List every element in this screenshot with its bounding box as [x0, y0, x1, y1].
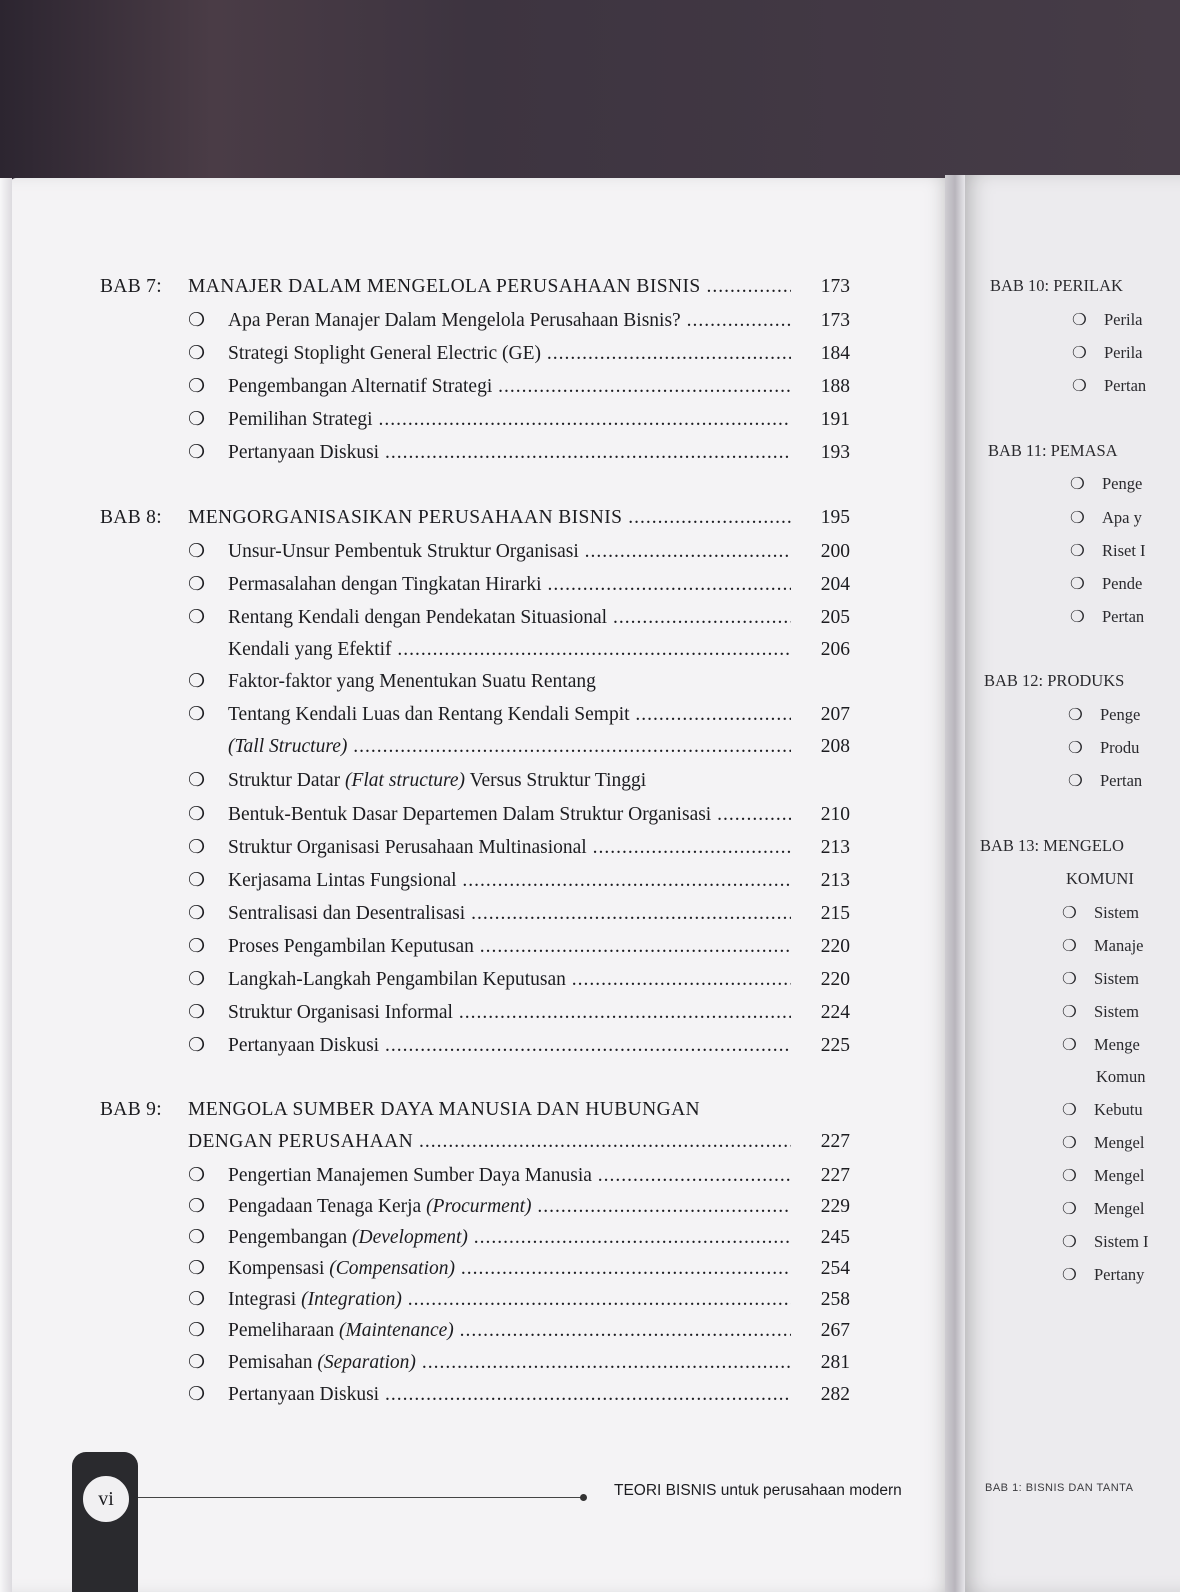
right-entry-text: Sistem I [1094, 1232, 1149, 1251]
chapter-page: 227 [820, 1131, 850, 1152]
toc-entry [188, 309, 850, 332]
entry-label [228, 969, 791, 991]
right-toc-entry [1062, 1166, 1144, 1186]
entry-label [228, 442, 791, 464]
bullet-circle-icon: ❍ [1062, 903, 1077, 922]
entry-text: Tentang Kendali Luas dan Rentang Kendali Sempit [228, 704, 630, 725]
bullet-circle-icon: ❍ [1062, 1035, 1077, 1054]
bullet-circle-icon: ❍ [188, 936, 206, 957]
right-entry-text: Sistem [1094, 903, 1139, 922]
entry-page: 258 [820, 1289, 850, 1310]
bullet-circle-icon: ❍ [1070, 541, 1085, 560]
entry-text: Sentralisasi dan Desentralisasi [228, 903, 466, 924]
toc-entry [188, 408, 850, 431]
chapter-heading [100, 1099, 850, 1121]
right-entry-text: Produ [1100, 738, 1140, 757]
toc-entry [188, 1195, 850, 1218]
chapter-page: 173 [820, 276, 850, 297]
toc-entry [188, 670, 850, 693]
bullet-circle-icon: ❍ [188, 1227, 206, 1248]
toc-entry [188, 606, 850, 629]
toc-entry [188, 573, 850, 596]
bullet-circle-icon: ❍ [188, 1289, 206, 1310]
right-entry-text: BAB 12: PRODUKS [984, 671, 1125, 690]
toc-entry [188, 1226, 850, 1249]
toc-entry [188, 902, 850, 925]
bullet-circle-icon: ❍ [1068, 738, 1083, 757]
chapter-heading [100, 507, 850, 529]
entry-page: 267 [820, 1320, 850, 1341]
entry-text-line2: Kendali yang Efektif [228, 639, 392, 660]
bullet-circle-icon: ❍ [188, 310, 206, 331]
right-entry-text: Mengel [1094, 1166, 1145, 1185]
entry-label [228, 903, 791, 925]
bullet-circle-icon: ❍ [1062, 1232, 1077, 1251]
entry-page: 213 [820, 870, 850, 891]
toc-entry [188, 935, 850, 958]
page-edge [0, 178, 12, 1592]
toc-entry [188, 803, 850, 826]
right-entry-text: Penge [1102, 474, 1143, 493]
bullet-circle-icon: ❍ [188, 541, 206, 562]
entry-label [228, 409, 791, 431]
page-number: vi [81, 1474, 131, 1524]
entry-label [228, 936, 791, 958]
right-entry-text: KOMUNI [1066, 869, 1134, 888]
entry-text: Pengertian Manajemen Sumber Daya Manusia [228, 1165, 592, 1186]
bullet-circle-icon: ❍ [188, 804, 206, 825]
right-toc-entry [1062, 969, 1139, 989]
right-toc-entry [1062, 1199, 1144, 1219]
entry-text: Faktor-faktor yang Menentukan Suatu Rentang [228, 671, 596, 692]
entry-text: Pengembangan [228, 1227, 348, 1248]
toc-entry-continued [228, 639, 850, 661]
entry-page: 281 [820, 1352, 850, 1373]
entry-page: 254 [820, 1258, 850, 1279]
right-toc-entry [1068, 771, 1142, 791]
toc-entry [188, 1351, 850, 1374]
right-entry-text: Mengel [1094, 1133, 1145, 1152]
right-toc-entry [1062, 1265, 1144, 1285]
bullet-circle-icon: ❍ [1062, 1199, 1077, 1218]
book-title-footer: TEORI BISNIS untuk perusahaan modern [614, 1482, 902, 1499]
entry-page: 220 [820, 969, 850, 990]
right-entry-text: Apa y [1102, 508, 1142, 527]
bullet-circle-icon: ❍ [1070, 474, 1085, 493]
bullet-circle-icon: ❍ [188, 409, 206, 430]
entry-text: Langkah-Langkah Pengambilan Keputusan [228, 969, 566, 990]
right-entry-text: Penge [1100, 705, 1141, 724]
entry-text: Unsur-Unsur Pembentuk Struktur Organisasi [228, 541, 579, 562]
entry-text: Permasalahan dengan Tingkatan Hirarki [228, 574, 542, 595]
right-chapter-heading [984, 671, 1124, 691]
bullet-circle-icon: ❍ [1072, 310, 1087, 329]
chapter-heading [100, 276, 850, 298]
toc-entry [188, 1034, 850, 1057]
right-entry-text: Riset I [1102, 541, 1146, 560]
entry-italic-line2: (Tall Structure) [228, 736, 348, 757]
bullet-circle-icon: ❍ [188, 969, 206, 990]
bullet-circle-icon: ❍ [188, 903, 206, 924]
entry-label [228, 1196, 791, 1218]
bullet-circle-icon: ❍ [188, 1035, 206, 1056]
bullet-circle-icon: ❍ [1062, 1166, 1077, 1185]
entry-page: 282 [820, 1384, 850, 1405]
toc-entry [188, 342, 850, 365]
toc-entry [188, 1001, 850, 1024]
bullet-circle-icon: ❍ [1062, 1265, 1077, 1284]
bullet-circle-icon: ❍ [1070, 574, 1085, 593]
right-entry-text: Kebutu [1094, 1100, 1143, 1119]
bullet-circle-icon: ❍ [188, 1165, 206, 1186]
entry-label [228, 310, 791, 332]
bullet-circle-icon: ❍ [1070, 607, 1085, 626]
entry-label [228, 1035, 791, 1057]
toc-entry [188, 1383, 850, 1406]
toc-entry [188, 1164, 850, 1187]
right-entry-text: Pertan [1100, 771, 1143, 790]
right-toc-entry [1070, 607, 1144, 627]
chapter-number: BAB 9: [100, 1099, 162, 1120]
right-entry-text: Manaje [1094, 936, 1144, 955]
entry-label [228, 1227, 791, 1249]
toc-entry [188, 703, 850, 726]
entry-text: Kerjasama Lintas Fungsional [228, 870, 457, 891]
bullet-circle-icon: ❍ [1062, 1100, 1077, 1119]
entry-italic-text: (Maintenance) [339, 1320, 454, 1341]
bullet-circle-icon: ❍ [1062, 969, 1077, 988]
entry-label [228, 607, 791, 629]
bullet-circle-icon: ❍ [188, 1196, 206, 1217]
right-toc-entry [1070, 508, 1142, 528]
entry-text: Integrasi [228, 1289, 297, 1310]
entry-page: 215 [820, 903, 850, 924]
entry-page: 229 [820, 1196, 850, 1217]
entry-label [228, 1352, 791, 1374]
entry-italic-text: (Compensation) [329, 1258, 455, 1279]
book-spine [945, 175, 965, 1592]
right-toc-entry [1062, 936, 1143, 956]
background-surface [0, 0, 1180, 180]
right-chapter-heading [980, 836, 1124, 856]
bullet-circle-icon: ❍ [188, 376, 206, 397]
right-entry-text: BAB 11: PEMASA [988, 441, 1118, 460]
entry-text: Pengembangan Alternatif Strategi [228, 376, 493, 397]
toc-entry [188, 375, 850, 398]
entry-page: 205 [820, 607, 850, 628]
entry-page: 191 [820, 409, 850, 430]
entry-text: Pertanyaan Diskusi [228, 1384, 380, 1405]
bullet-circle-icon: ❍ [188, 1002, 206, 1023]
right-toc-entry [1072, 343, 1143, 363]
right-toc-entry [1068, 705, 1140, 725]
entry-text: Pemisahan [228, 1352, 313, 1373]
chapter-heading-continued [100, 1131, 850, 1153]
entry-text: Struktur Datar [228, 770, 341, 791]
bullet-circle-icon: ❍ [188, 1352, 206, 1373]
right-entry-text: Menge [1094, 1035, 1140, 1054]
right-entry-text: Sistem [1094, 969, 1139, 988]
toc-entry [188, 1288, 850, 1311]
right-toc-entry [1070, 474, 1142, 494]
entry-text: Pemeliharaan [228, 1320, 335, 1341]
right-entry-text: Pertan [1102, 607, 1145, 626]
bullet-circle-icon: ❍ [1072, 376, 1087, 395]
entry-text: Apa Peran Manajer Dalam Mengelola Perusahaan Bisnis? [228, 310, 681, 331]
entry-page: 193 [820, 442, 850, 463]
right-chapter-heading [988, 441, 1118, 461]
entry-label [228, 1320, 791, 1342]
bullet-circle-icon: ❍ [1062, 1133, 1077, 1152]
entry-page: 225 [820, 1035, 850, 1056]
entry-label [228, 1165, 791, 1187]
right-chapter-heading [990, 276, 1123, 296]
bullet-circle-icon: ❍ [188, 671, 206, 692]
entry-label [228, 1002, 791, 1024]
entry-page: 204 [820, 574, 850, 595]
bullet-circle-icon: ❍ [1068, 705, 1083, 724]
bullet-circle-icon: ❍ [1068, 771, 1083, 790]
entry-text-after: Versus Struktur Tinggi [469, 770, 647, 791]
entry-label [228, 1384, 791, 1406]
entry-label-line2 [228, 639, 791, 661]
entry-page: 173 [820, 310, 850, 331]
entry-label [228, 804, 791, 826]
bullet-circle-icon: ❍ [188, 704, 206, 725]
bullet-circle-icon: ❍ [188, 343, 206, 364]
entry-text: Pemilihan Strategi [228, 409, 373, 430]
right-entry-text: Sistem [1094, 1002, 1139, 1021]
entry-label [228, 1258, 791, 1280]
entry-text: Struktur Organisasi Informal [228, 1002, 453, 1023]
entry-label-line2 [228, 736, 791, 758]
entry-label [228, 704, 791, 726]
right-entry-text: Pertan [1104, 376, 1147, 395]
right-toc-entry [1062, 1232, 1149, 1252]
right-entry-text: BAB 13: MENGELO [980, 836, 1124, 855]
entry-page: 207 [820, 704, 850, 725]
bullet-circle-icon: ❍ [188, 442, 206, 463]
entry-text: Pertanyaan Diskusi [228, 1035, 380, 1056]
right-entry-text: Perila [1104, 310, 1143, 329]
chapter-page: 195 [820, 507, 850, 528]
entry-label [228, 870, 791, 892]
footer-dot [580, 1494, 587, 1501]
bullet-circle-icon: ❍ [1072, 343, 1087, 362]
right-entry-text: BAB 10: PERILAK [990, 276, 1123, 295]
entry-text: Pertanyaan Diskusi [228, 442, 380, 463]
bullet-circle-icon: ❍ [1062, 1002, 1077, 1021]
right-entry-text: Pende [1102, 574, 1143, 593]
chapter-number: BAB 8: [100, 507, 162, 528]
right-toc-entry [1062, 1100, 1143, 1120]
entry-italic-text: (Separation) [317, 1352, 416, 1373]
entry-italic-text: (Flat structure) [344, 770, 466, 791]
entry-page: 188 [820, 376, 850, 397]
bullet-circle-icon: ❍ [188, 574, 206, 595]
toc-entry-continued [228, 736, 850, 758]
toc-entry [188, 1319, 850, 1342]
entry-text: Bentuk-Bentuk Dasar Departemen Dalam Struktur Organisasi [228, 804, 712, 825]
entry-label [228, 541, 791, 563]
entry-page: 184 [820, 343, 850, 364]
entry-page: 208 [820, 736, 850, 757]
right-entry-text: Pertany [1094, 1265, 1145, 1284]
entry-page: 213 [820, 837, 850, 858]
bullet-circle-icon: ❍ [188, 770, 206, 791]
bullet-circle-icon: ❍ [188, 1384, 206, 1405]
entry-text: Pengadaan Tenaga Kerja [228, 1196, 422, 1217]
entry-label [228, 574, 791, 596]
right-entry-text: Mengel [1094, 1199, 1145, 1218]
bullet-circle-icon: ❍ [188, 837, 206, 858]
bullet-circle-icon: ❍ [188, 607, 206, 628]
entry-page: 220 [820, 936, 850, 957]
toc-entry [188, 540, 850, 563]
entry-page: 224 [820, 1002, 850, 1023]
entry-label [228, 1289, 791, 1311]
right-toc-entry [1070, 541, 1146, 561]
entry-italic-text: (Development) [352, 1227, 468, 1248]
chapter-title: MENGOLA SUMBER DAYA MANUSIA DAN HUBUNGAN [188, 1099, 701, 1120]
right-page-footer: BAB 1: BISNIS DAN TANTA [985, 1482, 1134, 1494]
bullet-circle-icon: ❍ [1062, 936, 1077, 955]
entry-text: Proses Pengambilan Keputusan [228, 936, 474, 957]
bullet-circle-icon: ❍ [1070, 508, 1085, 527]
bullet-circle-icon: ❍ [188, 1320, 206, 1341]
footer-rule [138, 1497, 584, 1498]
right-toc-entry [1068, 738, 1139, 758]
entry-text: Struktur Organisasi Perusahaan Multinasional [228, 837, 587, 858]
entry-italic-text: (Procurment) [426, 1196, 532, 1217]
entry-page: 245 [820, 1227, 850, 1248]
toc-entry [188, 769, 850, 792]
right-toc-entry [1096, 1067, 1146, 1087]
right-toc-entry [1070, 574, 1142, 594]
entry-text: Strategi Stoplight General Electric (GE) [228, 343, 541, 364]
right-toc-entry [1062, 1002, 1139, 1022]
right-entry-text: Komun [1096, 1067, 1146, 1086]
entry-label [228, 837, 791, 859]
chapter-title: MENGORGANISASIKAN PERUSAHAAN BISNIS ..... [188, 507, 791, 529]
entry-page: 210 [820, 804, 850, 825]
right-toc-entry [1072, 310, 1143, 330]
toc-entry [188, 441, 850, 464]
chapter-title-line2: DENGAN PERUSAHAAN ..... [188, 1131, 791, 1153]
toc-entry [188, 869, 850, 892]
chapter-number: BAB 7: [100, 276, 162, 297]
entry-page: 206 [820, 639, 850, 660]
right-toc-entry [1066, 869, 1134, 889]
right-entry-text: Perila [1104, 343, 1143, 362]
entry-label [228, 770, 850, 792]
entry-page: 227 [820, 1165, 850, 1186]
toc-entry [188, 968, 850, 991]
right-toc-entry [1072, 376, 1146, 396]
right-toc-entry [1062, 1133, 1144, 1153]
entry-label [228, 343, 791, 365]
entry-text: Rentang Kendali dengan Pendekatan Situasional [228, 607, 608, 628]
entry-text: Kompensasi [228, 1258, 325, 1279]
right-toc-entry [1062, 1035, 1140, 1055]
bullet-circle-icon: ❍ [188, 1258, 206, 1279]
entry-italic-text: (Integration) [301, 1289, 402, 1310]
toc-entry [188, 836, 850, 859]
chapter-title: MANAJER DALAM MENGELOLA PERUSAHAAN BISNIS ..... [188, 276, 791, 298]
entry-label [228, 376, 791, 398]
entry-label [228, 671, 850, 693]
bullet-circle-icon: ❍ [188, 870, 206, 891]
toc-entry [188, 1257, 850, 1280]
entry-page: 200 [820, 541, 850, 562]
right-toc-entry [1062, 903, 1139, 923]
